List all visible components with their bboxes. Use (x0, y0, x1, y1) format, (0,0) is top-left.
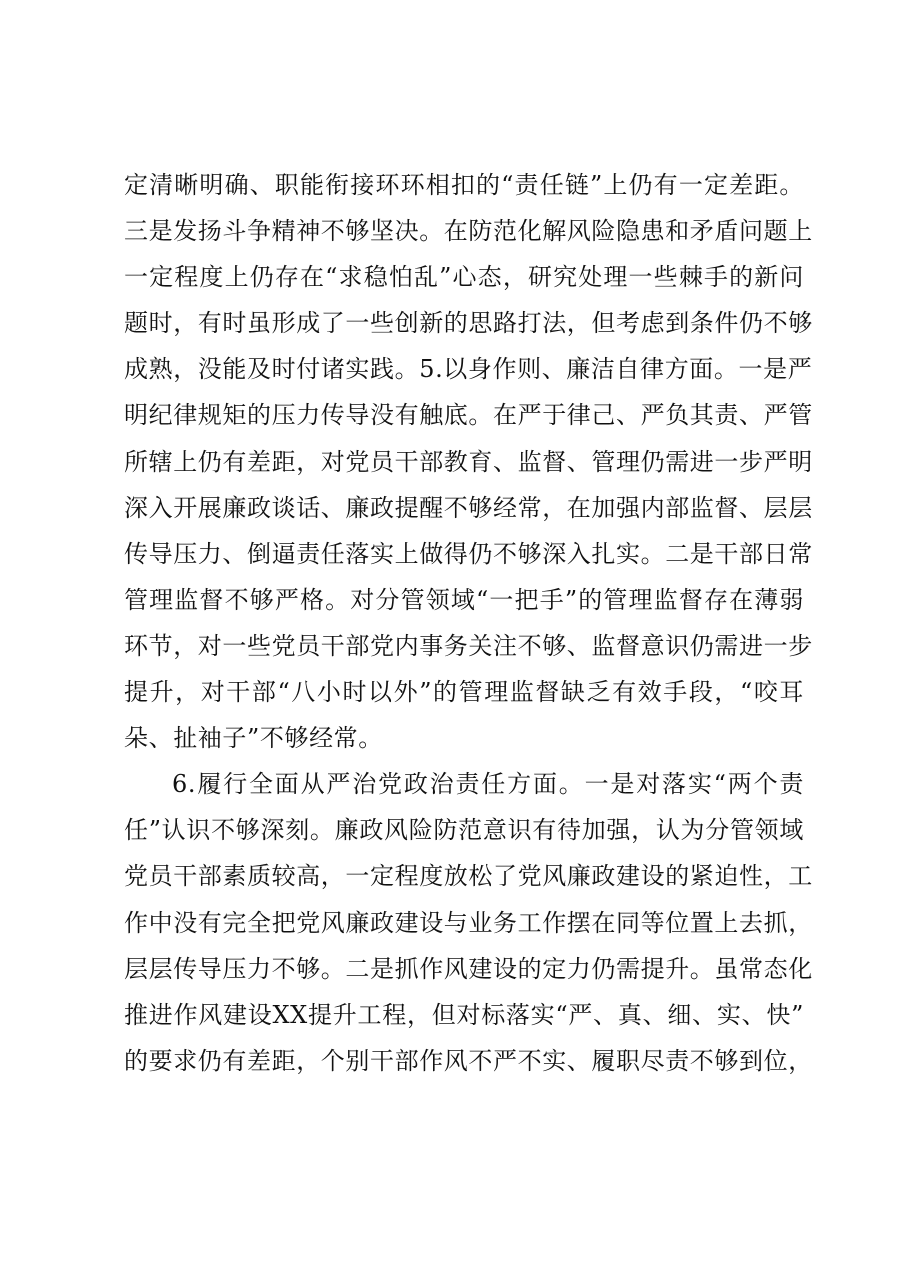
text-line: 任”认识不够深刻。廉政风险防范意识有待加强，认为分管领域 (124, 816, 804, 845)
text-line: 党员干部素质较高，一定程度放松了党风廉政建设的紧迫性，工 (124, 862, 813, 891)
text-line: 传导压力、倒逼责任落实上做得仍不够深入扎实。二是干部日常 (124, 539, 813, 568)
text-line: 定清晰明确、职能衔接环环相扣的“责任链”上仍有一定差距。 (124, 171, 804, 199)
text-line: 三是发扬斗争精神不够坚决。在防范化解风险隐患和矛盾问题上 (124, 217, 813, 246)
text-line: 朵、扯袖子”不够经常。 (124, 724, 383, 753)
text-line: 提升，对干部“八小时以外”的管理监督缺乏有效手段，“咬耳 (124, 678, 804, 707)
text-line: 深入开展廉政谈话、廉政提醒不够经常，在加强内部监督、层层 (124, 493, 813, 522)
text-line: 推进作风建设XX提升工程，但对标落实“严、真、细、实、快” (124, 1000, 804, 1029)
text-line: 明纪律规矩的压力传导没有触底。在严于律己、严负其责、严管 (124, 401, 813, 430)
text-line: 题时，有时虽形成了一些创新的思路打法，但考虑到条件仍不够 (124, 309, 813, 338)
text-line: 环节，对一些党员干部党内事务关注不够、监督意识仍需进一步 (124, 631, 813, 660)
text-line: 层层传导压力不够。二是抓作风建设的定力仍需提升。虽常态化 (124, 954, 813, 983)
text-line: 所辖上仍有差距，对党员干部教育、监督、管理仍需进一步严明 (124, 447, 813, 476)
text-line: 作中没有完全把党风廉政建设与业务工作摆在同等位置上去抓， (124, 908, 813, 937)
body-text (124, 162, 813, 1084)
paragraph-first-line: 6.履行全面从严治党政治责任方面。一是对落实“两个责 (172, 770, 804, 799)
text-line: 管理监督不够严格。对分管领域“一把手”的管理监督存在薄弱 (124, 585, 804, 614)
text-line: 一定程度上仍存在“求稳怕乱”心态，研究处理一些棘手的新问 (124, 263, 804, 292)
text-line: 的要求仍有差距，个别干部作风不严不实、履职尽责不够到位， (124, 1046, 813, 1075)
text-line: 成熟，没能及时付诸实践。5.以身作则、廉洁自律方面。一是严 (124, 355, 813, 384)
